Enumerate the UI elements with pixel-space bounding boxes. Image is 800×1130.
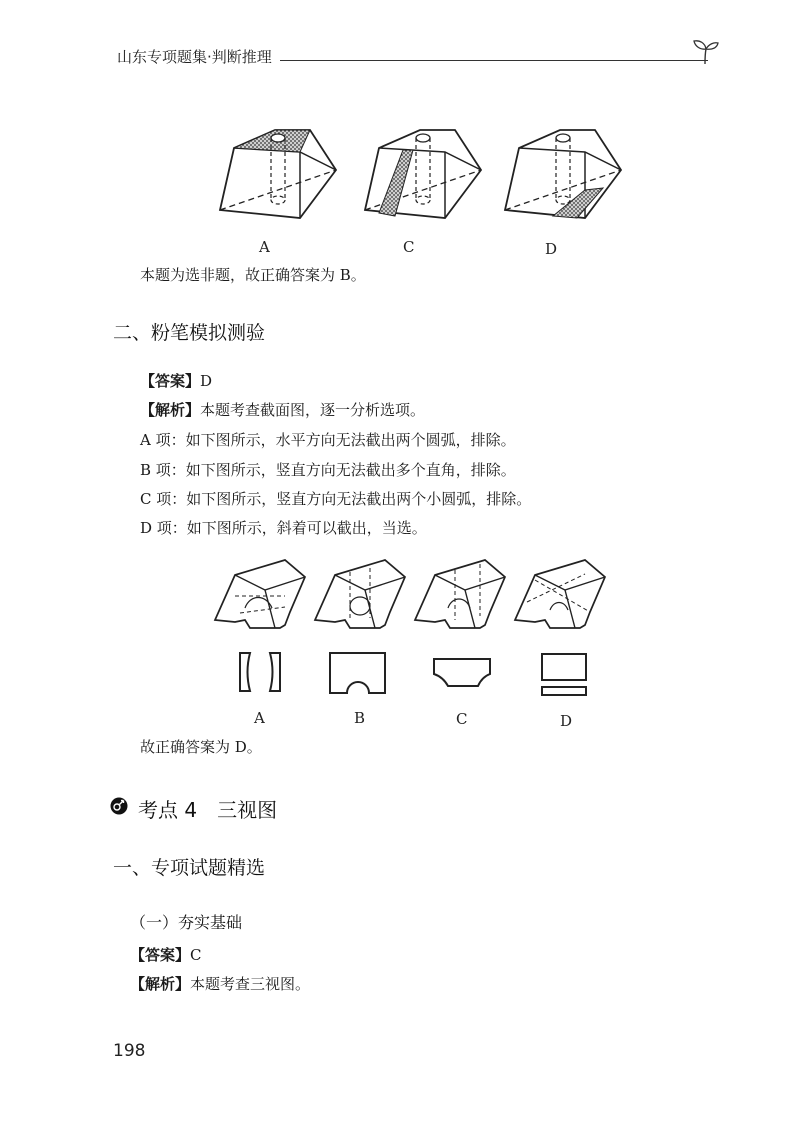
answer-tag: 【答案】 (130, 946, 191, 964)
figure-label-c: C (456, 710, 468, 728)
figure-label-a: A (259, 238, 270, 256)
figure-label-c: C (403, 238, 415, 256)
analysis-line-select (130, 973, 310, 994)
block-option-c (415, 560, 505, 628)
subheading-basic: （一）夯实基础 (130, 913, 243, 932)
block-option-d (515, 560, 605, 628)
answer-value: D (200, 372, 213, 390)
section-heading-mock: 二、粉笔模拟测验 (113, 322, 266, 344)
option-line-c: C 项：如下图所示，竖直方向无法截出两个小圆弧，排除。 (140, 490, 532, 508)
solid-option-c (365, 130, 481, 218)
option-line-d: D 项：如下图所示，斜着可以截出，当选。 (140, 519, 427, 537)
analysis-text: 本题考查截面图，逐一分析选项。 (200, 401, 426, 419)
block-option-b (315, 560, 405, 628)
section-shape-b (330, 653, 385, 693)
analysis-tag: 【解析】 (130, 975, 191, 993)
figure-label-d: D (545, 240, 558, 258)
kaodian-badge-icon (110, 797, 128, 815)
section-shape-a (240, 653, 280, 691)
option-line-a: A 项：如下图所示，水平方向无法截出两个圆弧，排除。 (140, 431, 516, 449)
section-shape-c (434, 659, 490, 686)
kaodian-title: 考点 4 三视图 (138, 798, 278, 822)
section-heading-select: 一、专项试题精选 (113, 857, 266, 879)
header-rule (280, 60, 708, 61)
figure-label-a: A (254, 709, 265, 727)
option-line-b: B 项：如下图所示，竖直方向无法截出多个直角，排除。 (140, 461, 516, 479)
answer-value: C (190, 946, 202, 964)
page-number: 198 (113, 1041, 146, 1061)
block-option-a (215, 560, 305, 628)
analysis-text: 本题考查三视图。 (190, 975, 311, 993)
answer-line-select (130, 944, 202, 965)
section-shape-d (542, 654, 586, 695)
figure-label-d: D (560, 712, 573, 730)
solid-option-a (220, 130, 336, 218)
running-header-title: 山东专项题集·判断推理 (117, 48, 272, 66)
figure-label-b: B (354, 709, 366, 727)
middle-conclusion: 故正确答案为 D。 (140, 738, 262, 756)
sprout-icon (690, 36, 720, 66)
answer-tag: 【答案】 (140, 372, 201, 390)
top-conclusion: 本题为选非题，故正确答案为 B。 (140, 266, 366, 284)
solid-option-d (505, 130, 621, 218)
analysis-line-mock (140, 399, 425, 420)
frustum-figure-top (210, 120, 630, 235)
analysis-tag: 【解析】 (140, 401, 201, 419)
cross-section-figure (212, 550, 612, 710)
answer-line-mock (140, 370, 212, 391)
